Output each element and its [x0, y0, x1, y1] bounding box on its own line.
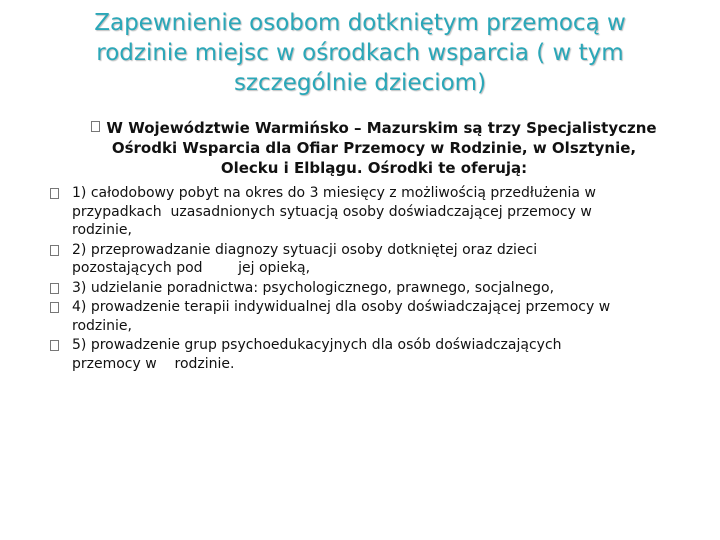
- intro-line-2: Ośrodki Wsparcia dla Ofiar Przemocy w Rodzinie, w Olsztynie,: [111, 139, 637, 157]
- intro-line-1: W Województwie Warmińsko – Mazurskim są trzy Specjalistyczne: [106, 119, 657, 137]
- bullet-box-icon: [50, 245, 59, 256]
- bullet-box-icon: [91, 121, 100, 132]
- item-line: 5) prowadzenie grup psychoedukacyjnych dla osób doświadczających: [72, 337, 562, 353]
- services-list: [50, 184, 690, 374]
- item-line: pozostających pod jej opieką,: [72, 260, 311, 276]
- item-line: rodzinie,: [72, 222, 132, 238]
- list-item: [50, 241, 690, 278]
- item-line: przypadkach uzasadnionych sytuacją osoby doświadczającej przemocy w: [72, 203, 592, 220]
- title-line-1: Zapewnienie osobom dotkniętym przemocą w: [94, 10, 626, 36]
- bullet-box-icon: [50, 302, 59, 313]
- list-item: [50, 336, 690, 373]
- slide-title: [60, 8, 660, 98]
- item-line: 4) prowadzenie terapii indywidualnej dla osoby doświadczającej przemocy w: [72, 299, 611, 315]
- list-item: [50, 279, 690, 298]
- list-item: [50, 184, 690, 240]
- item-line: 1) całodobowy pobyt na okres do 3 miesięcy z możliwością przedłużenia w: [72, 185, 596, 201]
- title-line-2: rodzinie miejsc w ośrodkach wsparcia ( w tym: [96, 40, 624, 66]
- item-line: 3) udzielanie poradnictwa: psychologicznego, prawnego, socjalnego,: [72, 279, 555, 296]
- bullet-box-icon: [50, 340, 59, 351]
- list-item: [50, 298, 690, 335]
- bullet-box-icon: [50, 283, 59, 294]
- item-line: rodzinie,: [72, 317, 132, 334]
- bullet-box-icon: [50, 188, 59, 199]
- intro-line-3: Olecku i Elblągu. Ośrodki te oferują:: [220, 159, 528, 177]
- item-line: 2) przeprowadzanie diagnozy sytuacji osoby dotkniętej oraz dzieci: [72, 241, 538, 258]
- item-line: przemocy w rodzinie.: [72, 355, 235, 372]
- intro-paragraph: [74, 118, 674, 178]
- title-line-3: szczególnie dzieciom): [233, 70, 487, 96]
